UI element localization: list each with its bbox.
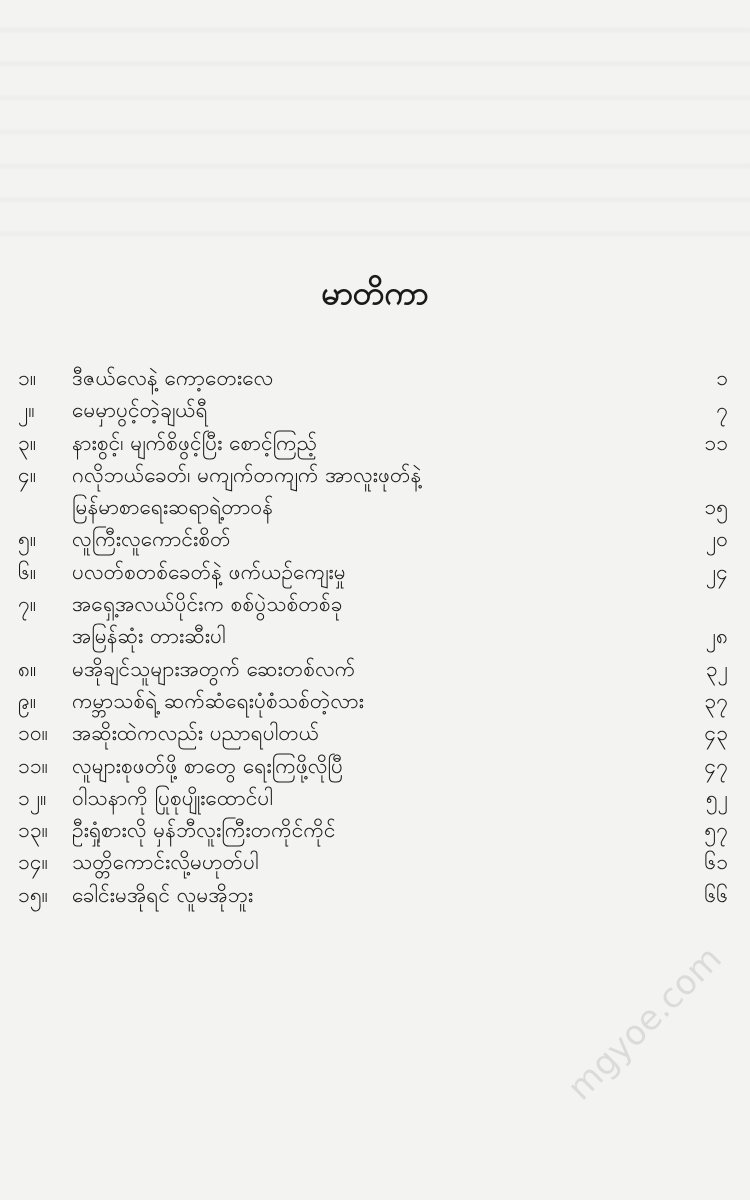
chapter-number: ၅။ [18, 527, 37, 552]
toc-entry [0, 523, 750, 555]
chapter-title: အရှေ့အလယ်ပိုင်းက စစ်ပွဲသစ်တစ်ခု [72, 592, 343, 617]
page-number: ၅၇ [704, 818, 728, 843]
toc-entry [0, 685, 750, 717]
chapter-number: ၁၀။ [18, 721, 48, 746]
page-number: ၆၆ [704, 882, 728, 907]
toc-entry [0, 717, 750, 749]
chapter-title: ကမ္ဘာသစ်ရဲ့ ဆက်ဆံရေးပုံစံသစ်တဲ့လား [72, 688, 364, 713]
toc-entry [0, 653, 750, 685]
page-number: ၄၇ [704, 753, 728, 778]
toc-entry [0, 879, 750, 911]
chapter-number: ၁၂။ [18, 785, 47, 810]
page-title: မာတိကာ [321, 274, 429, 312]
chapter-title: မအိုချင်သူများအတွက် ဆေးတစ်လက် [72, 656, 356, 681]
page-number: ၂၈ [705, 624, 728, 649]
page-number: ၇ [716, 398, 728, 423]
toc-entry [0, 620, 750, 652]
bleed-through-text [0, 0, 750, 260]
page-number: ၅၂ [705, 785, 728, 810]
chapter-number: ၈။ [18, 656, 37, 681]
chapter-number: ၁၃။ [18, 818, 48, 843]
toc-entry [0, 362, 750, 394]
toc-entry [0, 459, 750, 491]
watermark: mgyoe.com [560, 938, 730, 1109]
chapter-title: ဂလိုဘယ်ခေတ်၊ မကျက်တကျက် အာလူးဖုတ်နဲ့ [72, 462, 422, 487]
page-number: ၁၁ [704, 430, 728, 455]
chapter-title: နားစွင့်၊ မျက်စိဖွင့်ပြီး စောင့်ကြည့် [72, 430, 318, 455]
toc-entry [0, 782, 750, 814]
chapter-title: ဦးရှုံစားလို မှန်ဘီလူးကြီးတကိုင်ကိုင် [72, 818, 336, 843]
chapter-title: ပလတ်စတစ်ခေတ်နဲ့ ဖက်ယဉ်ကျေးမှု [72, 559, 346, 584]
chapter-title: ဝါသနာကို ပြုစုပျိုးထောင်ပါ [72, 785, 274, 810]
toc-entry [0, 750, 750, 782]
chapter-title: လူများစုဖတ်ဖို့ စာတွေ ရေးကြဖို့လိုပြီ [72, 753, 343, 778]
chapter-title: သတ္တိကောင်းလို့မဟုတ်ပါ [72, 850, 259, 875]
chapter-title: လူကြီးလူကောင်းစိတ် [72, 527, 231, 552]
chapter-number: ၂။ [18, 398, 35, 423]
page-number: ၂၄ [705, 559, 728, 584]
chapter-title: မြန်မာစာရေးဆရာရဲ့တာဝန် [72, 495, 274, 520]
page-number: ၃၂ [705, 656, 728, 681]
chapter-number: ၁၁။ [18, 753, 48, 778]
toc-entry [0, 394, 750, 426]
toc-entry [0, 556, 750, 588]
chapter-title: အဆိုးထဲကလည်း ပညာရပါတယ် [72, 721, 320, 746]
chapter-title: ဒီဇယ်လေနဲ့ ကော့တေးလေ [72, 366, 274, 390]
chapter-number: ၇။ [18, 592, 37, 617]
chapter-number: ၉။ [18, 688, 37, 713]
toc-entry [0, 814, 750, 846]
chapter-number: ၁။ [18, 366, 37, 390]
page-number: ၁ [716, 366, 728, 390]
chapter-title: မေမှာပွင့်တဲ့ချယ်ရီ [72, 398, 208, 423]
chapter-title: အမြန်ဆုံး တားဆီးပါ [72, 624, 226, 649]
page-number: ၁၅ [704, 495, 728, 520]
toc-entry [0, 846, 750, 878]
chapter-number: ၆။ [18, 559, 37, 584]
page-number: ၄၃ [704, 721, 728, 746]
toc-entry [0, 588, 750, 620]
chapter-title: ခေါင်းမအိုရင် လူမအိုဘူး [72, 882, 254, 907]
chapter-number: ၄။ [18, 462, 37, 487]
chapter-number: ၁၅။ [18, 882, 48, 907]
page-number: ၆၁ [704, 850, 728, 875]
page-number: ၃၇ [704, 688, 728, 713]
toc-entry [0, 427, 750, 459]
page-number: ၂၀ [705, 527, 728, 552]
chapter-number: ၁၄။ [18, 850, 48, 875]
toc-entry [0, 491, 750, 523]
table-of-contents [0, 362, 750, 911]
chapter-number: ၃။ [18, 430, 37, 455]
